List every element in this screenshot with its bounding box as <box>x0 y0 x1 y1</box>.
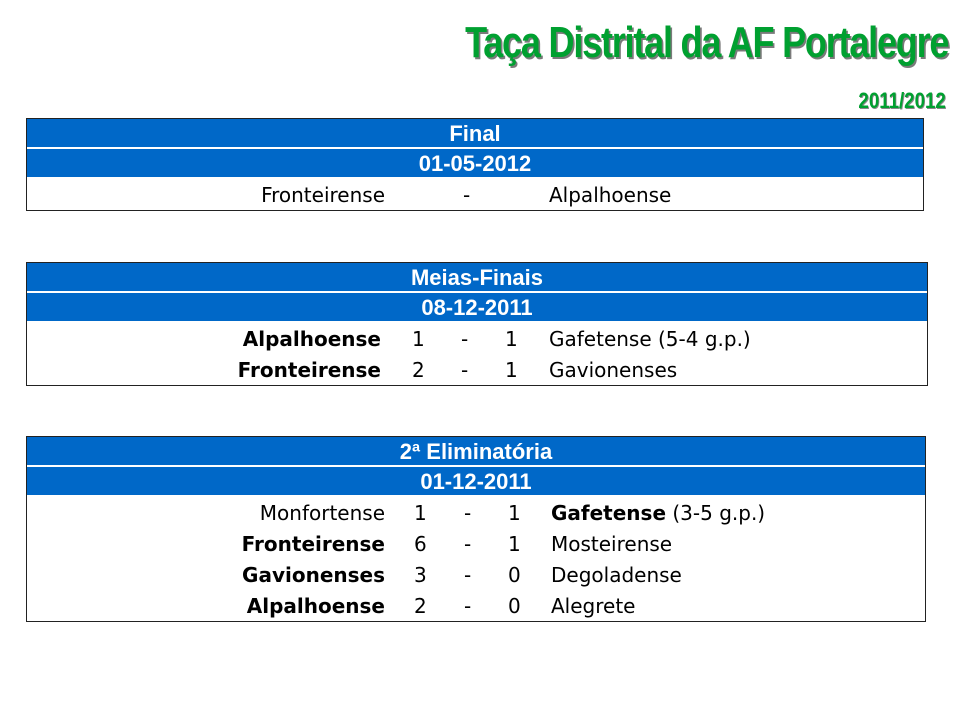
home-team: Fronteirense <box>241 532 385 556</box>
final-block <box>26 118 924 211</box>
score-separator: - <box>464 563 472 587</box>
round-date: 01-05-2012 <box>27 149 923 179</box>
round-header: Meias-Finais <box>27 263 927 293</box>
score-separator: - <box>461 358 469 382</box>
home-team: Monfortense <box>259 501 385 525</box>
away-score: 0 <box>508 563 521 587</box>
semifinals-block <box>26 262 928 386</box>
score-separator: - <box>461 327 469 351</box>
away-team: Gavionenses <box>549 358 678 382</box>
page-title: Taça Distrital da AF Portalegre <box>464 18 948 67</box>
round-header: Final <box>27 119 923 149</box>
match-row <box>27 528 925 559</box>
score-separator: - <box>464 532 472 556</box>
match-row <box>27 323 927 354</box>
home-team: Fronteirense <box>237 358 381 382</box>
match-row <box>27 559 925 590</box>
home-team: Gavionenses <box>242 563 385 587</box>
home-score: 2 <box>414 594 427 618</box>
home-score: 1 <box>414 501 427 525</box>
score-separator: - <box>463 183 471 207</box>
round-date: 08-12-2011 <box>27 293 927 323</box>
home-team: Alpalhoense <box>242 327 381 351</box>
penalty-note: (3-5 g.p.) <box>672 501 766 525</box>
score-separator: - <box>464 594 472 618</box>
home-score: 6 <box>414 532 427 556</box>
away-score: 1 <box>508 501 521 525</box>
match-row <box>27 590 925 621</box>
home-score: 2 <box>412 358 425 382</box>
away-team-name: Gafetense <box>551 501 667 525</box>
home-team: Fronteirense <box>261 183 385 207</box>
away-score: 0 <box>508 594 521 618</box>
round-header: 2ª Eliminatória <box>27 437 925 467</box>
home-score: 1 <box>412 327 425 351</box>
away-team <box>551 501 765 525</box>
match-row <box>27 497 925 528</box>
away-score: 1 <box>505 327 518 351</box>
home-team: Alpalhoense <box>246 594 385 618</box>
away-team: Alegrete <box>551 594 636 618</box>
home-score: 3 <box>414 563 427 587</box>
away-score: 1 <box>505 358 518 382</box>
away-team: Alpalhoense <box>549 183 672 207</box>
away-team: Gafetense (5-4 g.p.) <box>549 327 751 351</box>
away-team: Mosteirense <box>551 532 673 556</box>
away-team: Degoladense <box>551 563 682 587</box>
season-label: 2011/2012 <box>858 88 946 113</box>
score-separator: - <box>464 501 472 525</box>
round-date: 01-12-2011 <box>27 467 925 497</box>
away-score: 1 <box>508 532 521 556</box>
second-round-block <box>26 436 926 622</box>
match-row <box>27 354 927 385</box>
match-row <box>27 179 923 210</box>
